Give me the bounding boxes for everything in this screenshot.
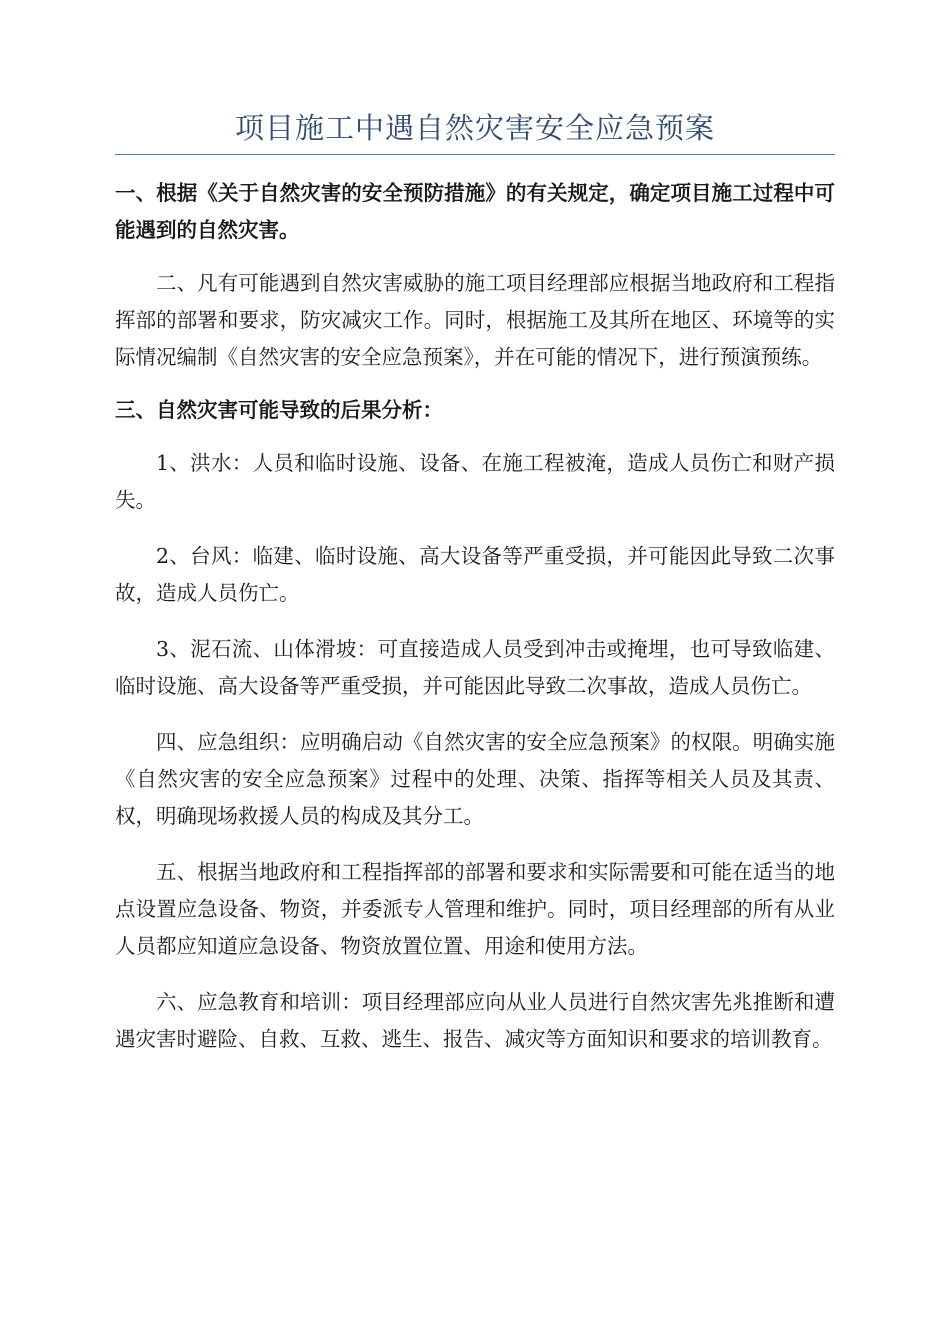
consequence-item-flood: 1、洪水：人员和临时设施、设备、在施工程被淹，造成人员伤亡和财产损失。 <box>115 451 835 512</box>
section-5-paragraph: 五、根据当地政府和工程指挥部的部署和要求和实际需要和可能在适当的地点设置应急设备、物资，并委派专人管理和维护。同时，项目经理部的所有从业人员都应知道应急设备、物资放置位置、用途和使用方法。 <box>115 860 835 958</box>
section-2-paragraph: 二、凡有可能遇到自然灾害威胁的施工项目经理部应根据当地政府和工程指挥部的部署和要求，防灾减灾工作。同时，根据施工及其所在地区、环境等的实际情况编制《自然灾害的安全应急预案》，并在可能的情况下，进行预演预练。 <box>115 271 835 369</box>
section-4-paragraph: 四、应急组织：应明确启动《自然灾害的安全应急预案》的权限。明确实施《自然灾害的安全应急预案》过程中的处理、决策、指挥等相关人员及其责、权，明确现场救援人员的构成及其分工。 <box>115 730 835 828</box>
section-1-heading: 一、根据《关于自然灾害的安全预防措施》的有关规定，确定项目施工过程中可能遇到的自然灾害。 <box>115 181 835 242</box>
consequence-item-landslide: 3、泥石流、山体滑坡：可直接造成人员受到冲击或掩埋，也可导致临建、临时设施、高大设备等严重受损，并可能因此导致二次事故，造成人员伤亡。 <box>115 637 835 698</box>
document-page <box>115 108 835 1058</box>
consequence-item-typhoon: 2、台风：临建、临时设施、高大设备等严重受损，并可能因此导致二次事故，造成人员伤亡。 <box>115 544 835 605</box>
document-title: 项目施工中遇自然灾害安全应急预案 <box>115 108 835 155</box>
section-6-paragraph: 六、应急教育和培训：项目经理部应向从业人员进行自然灾害先兆推断和遭遇灾害时避险、自救、互救、逃生、报告、减灾等方面知识和要求的培训教育。 <box>115 990 835 1051</box>
section-3-heading: 三、自然灾害可能导致的后果分析： <box>115 398 443 422</box>
